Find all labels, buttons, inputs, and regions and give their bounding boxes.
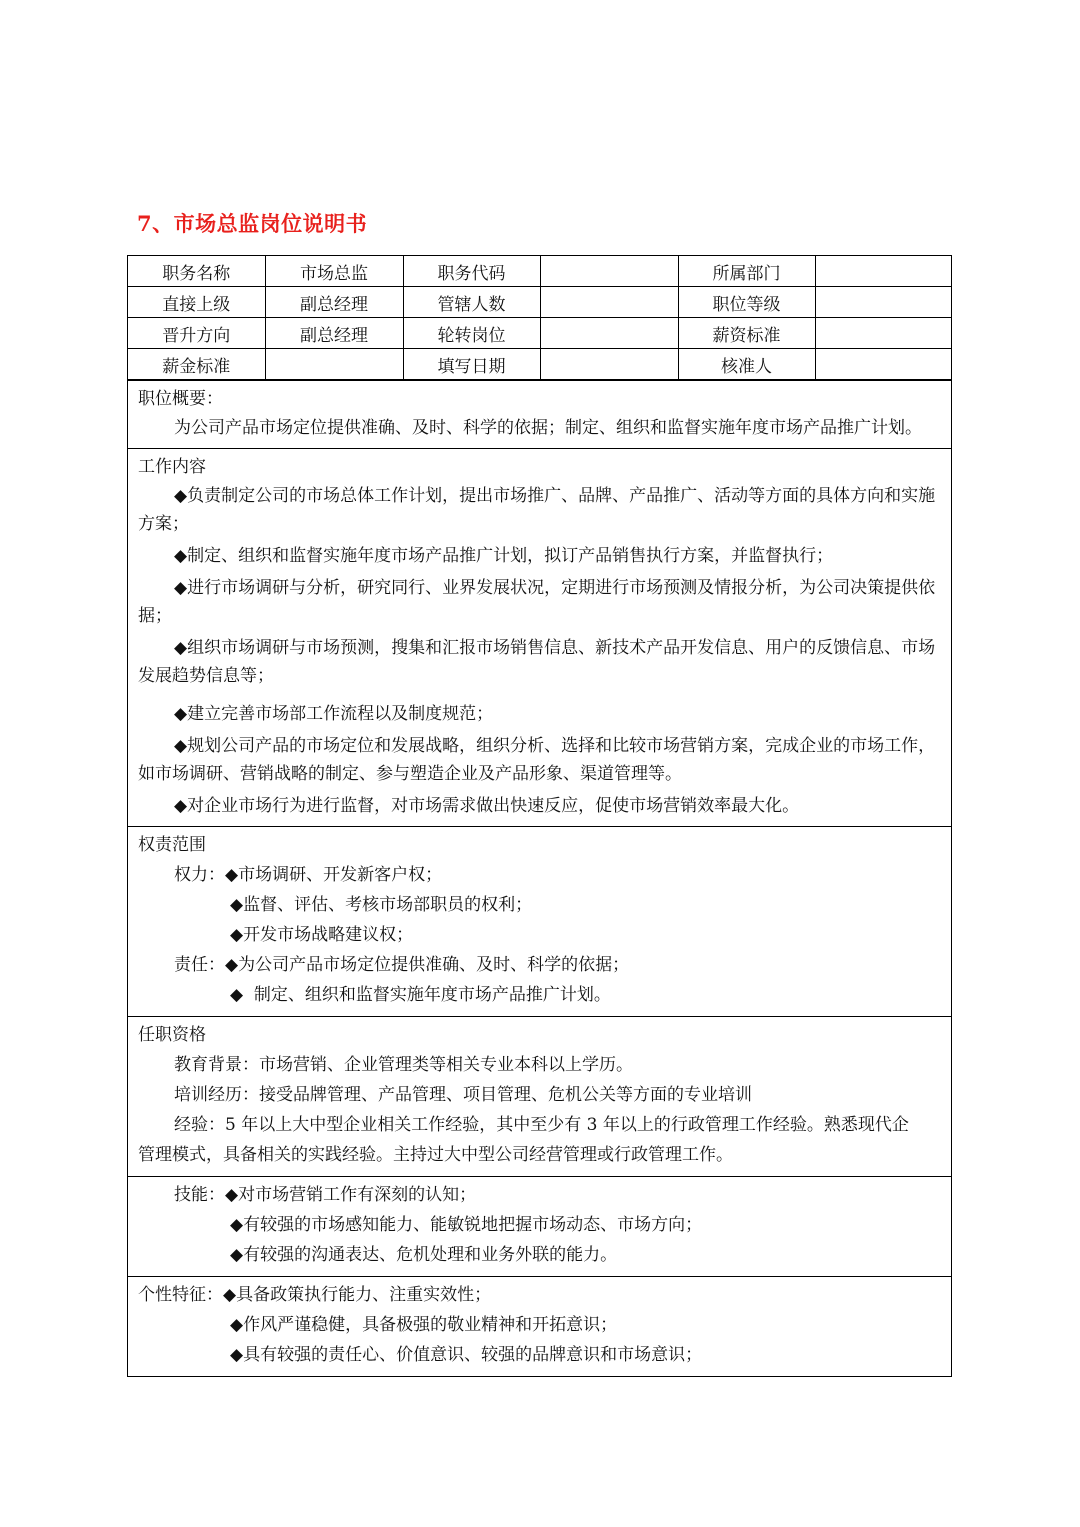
authority-heading: 权责范围 bbox=[138, 835, 206, 855]
info-cell: 所属部门 bbox=[678, 256, 815, 287]
info-cell: 轮转岗位 bbox=[403, 318, 540, 349]
education-text: 教育背景：市场营销、企业管理类等相关专业本科以上学历。 bbox=[174, 1055, 633, 1075]
info-row bbox=[128, 318, 951, 349]
traits-section bbox=[128, 1276, 951, 1376]
trait-item: ◆作风严谨稳健，具备极强的敬业精神和开拓意识； bbox=[230, 1315, 618, 1335]
trait-item: ◆具备政策执行能力、注重实效性； bbox=[223, 1285, 492, 1305]
info-cell bbox=[815, 256, 951, 287]
info-cell bbox=[815, 287, 951, 318]
overview-section bbox=[128, 380, 951, 448]
info-cell: 薪资标准 bbox=[678, 318, 815, 349]
experience-text: 经验：5 年以上大中型企业相关工作经验，其中至少有 3 年以上的行政管理工作经验。熟悉现代企 bbox=[174, 1115, 909, 1135]
training-text: 培训经历：接受品牌管理、产品管理、项目管理、危机公关等方面的专业培训 bbox=[174, 1085, 752, 1105]
info-cell: 副总经理 bbox=[265, 287, 403, 318]
info-cell: 职务名称 bbox=[128, 256, 265, 287]
info-row bbox=[128, 256, 951, 287]
skill-item: ◆有较强的沟通表达、危机处理和业务外联的能力。 bbox=[230, 1245, 618, 1265]
duty-row bbox=[138, 950, 941, 980]
info-cell bbox=[815, 349, 951, 380]
power-label: 权力： bbox=[174, 865, 225, 885]
info-cell bbox=[540, 287, 678, 318]
work-section bbox=[128, 448, 951, 826]
info-cell: 填写日期 bbox=[403, 349, 540, 380]
skills-row bbox=[138, 1180, 941, 1210]
info-cell bbox=[540, 318, 678, 349]
authority-section bbox=[128, 826, 951, 1016]
overview-heading: 职位概要： bbox=[138, 389, 223, 409]
info-table bbox=[128, 256, 951, 380]
experience-text-cont: 管理模式，具备相关的实践经验。主持过大中型公司经营管理或行政管理工作。 bbox=[138, 1145, 733, 1165]
power-row bbox=[138, 860, 941, 890]
info-cell: 管辖人数 bbox=[403, 287, 540, 318]
work-item: ◆进行市场调研与分析，研究同行、业界发展状况，定期进行市场预测及情报分析，为公司决策提供依据； bbox=[138, 578, 936, 626]
page-title: 7、市场总监岗位说明书 bbox=[137, 211, 368, 236]
work-heading: 工作内容 bbox=[138, 457, 206, 477]
traits-label: 个性特征： bbox=[138, 1285, 223, 1305]
power-item: ◆监督、评估、考核市场部职员的权利； bbox=[230, 895, 533, 915]
duty-label: 责任： bbox=[174, 955, 225, 975]
work-item: ◆制定、组织和监督实施年度市场产品推广计划，拟订产品销售执行方案，并监督执行； bbox=[174, 546, 834, 566]
info-cell bbox=[540, 256, 678, 287]
info-cell: 核准人 bbox=[678, 349, 815, 380]
skills-section bbox=[128, 1176, 951, 1276]
work-item: ◆对企业市场行为进行监督，对市场需求做出快速反应，促使市场营销效率最大化。 bbox=[174, 796, 800, 816]
overview-text: 为公司产品市场定位提供准确、及时、科学的依据；制定、组织和监督实施年度市场产品推广计划。 bbox=[174, 418, 922, 438]
work-item: ◆组织市场调研与市场预测，搜集和汇报市场销售信息、新技术产品开发信息、用户的反馈信息、市场发展趋势信息等； bbox=[138, 638, 936, 686]
power-item: ◆开发市场战略建议权； bbox=[230, 925, 414, 945]
qualification-section bbox=[128, 1016, 951, 1176]
work-item: ◆负责制定公司的市场总体工作计划，提出市场推广、品牌、产品推广、活动等方面的具体方向和实施方案； bbox=[138, 486, 936, 534]
traits-row bbox=[138, 1280, 941, 1310]
info-row bbox=[128, 287, 951, 318]
job-description-table bbox=[127, 255, 952, 1377]
skill-item: ◆对市场营销工作有深刻的认知； bbox=[225, 1185, 477, 1205]
info-cell: 副总经理 bbox=[265, 318, 403, 349]
info-cell bbox=[815, 318, 951, 349]
trait-item: ◆具有较强的责任心、价值意识、较强的品牌意识和市场意识； bbox=[230, 1345, 703, 1365]
info-cell: 薪金标准 bbox=[128, 349, 265, 380]
duty-item: ◆为公司产品市场定位提供准确、及时、科学的依据； bbox=[225, 955, 630, 975]
qualification-heading: 任职资格 bbox=[138, 1025, 206, 1045]
info-cell bbox=[540, 349, 678, 380]
info-row bbox=[128, 349, 951, 380]
info-cell: 直接上级 bbox=[128, 287, 265, 318]
info-cell bbox=[265, 349, 403, 380]
work-item: ◆规划公司产品的市场定位和发展战略，组织分析、选择和比较市场营销方案，完成企业的市场工作，如市场调研、营销战略的制定、参与塑造企业及产品形象、渠道管理等。 bbox=[138, 736, 936, 784]
skill-item: ◆有较强的市场感知能力、能敏锐地把握市场动态、市场方向； bbox=[230, 1215, 703, 1235]
info-cell: 晋升方向 bbox=[128, 318, 265, 349]
work-item: ◆建立完善市场部工作流程以及制度规范； bbox=[174, 704, 494, 724]
duty-item: ◆ 制定、组织和监督实施年度市场产品推广计划。 bbox=[230, 985, 611, 1005]
info-cell: 职务代码 bbox=[403, 256, 540, 287]
info-cell: 职位等级 bbox=[678, 287, 815, 318]
info-cell: 市场总监 bbox=[265, 256, 403, 287]
skills-label: 技能： bbox=[174, 1185, 225, 1205]
power-item: ◆市场调研、开发新客户权； bbox=[225, 865, 443, 885]
